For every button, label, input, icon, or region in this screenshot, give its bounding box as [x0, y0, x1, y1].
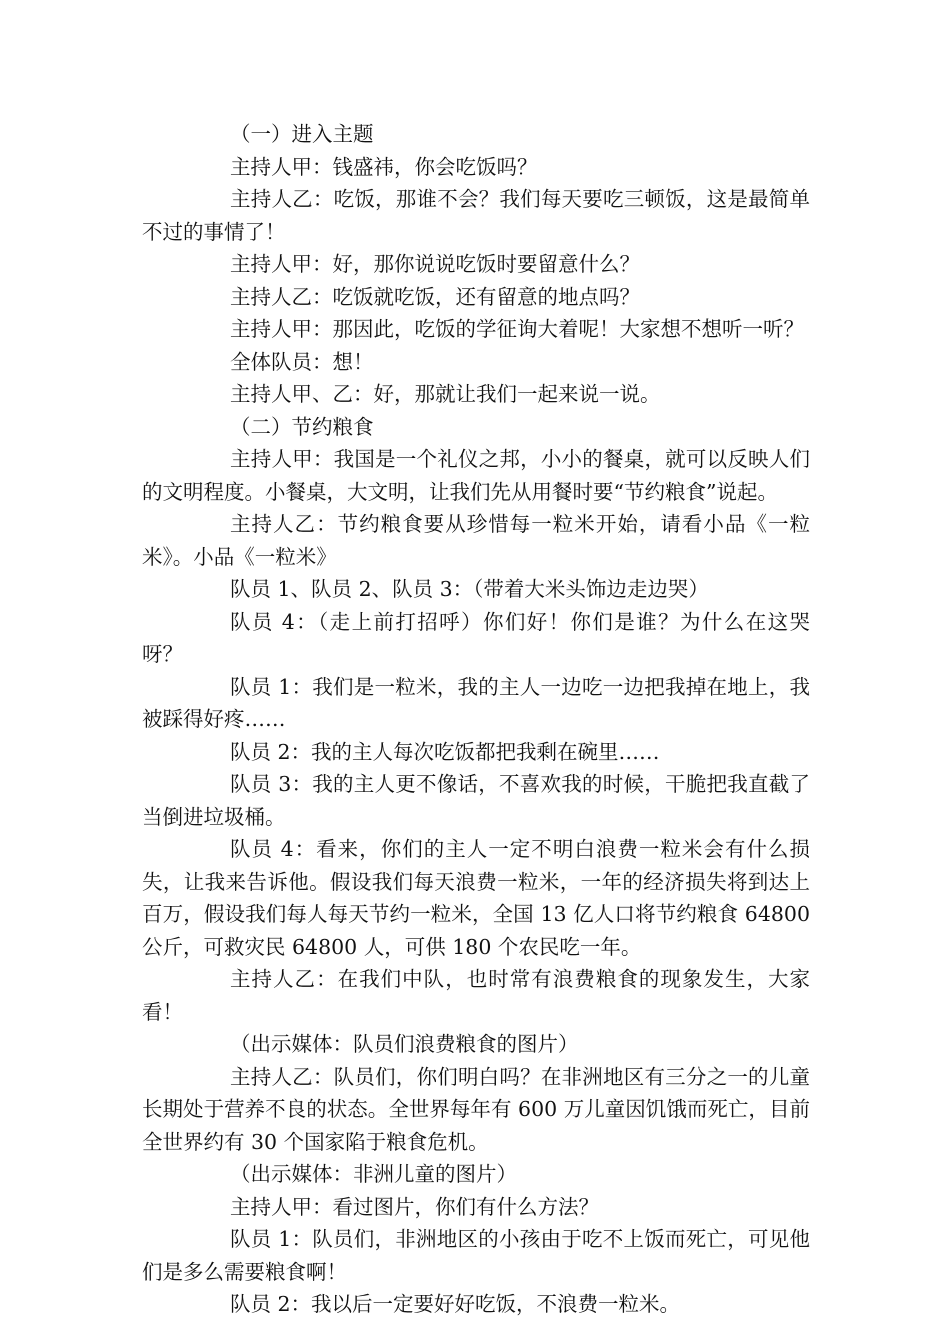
dialogue-line: 主持人乙：队员们，你们明白吗？在非洲地区有三分之一的儿童长期处于营养不良的状态。全世界每年有 600 万儿童因饥饿而死亡，目前全世界约有 30 个国家陷于粮食危机。 — [142, 1064, 810, 1154]
dialogue-line: 主持人甲：那因此，吃饭的学征询大着呢！大家想不想听一听？ — [230, 317, 804, 341]
stage-direction: （出示媒体：队员们浪费粮食的图片） — [230, 1032, 579, 1056]
dialogue-line: 队员 2：我以后一定要好好吃饭，不浪费一粒米。 — [230, 1292, 681, 1316]
dialogue-line: 主持人乙：节约粮食要从珍惜每一粒米开始，请看小品《一粒米》。小品《一粒米》 — [142, 512, 810, 569]
dialogue-line: 主持人甲：钱盛祎，你会吃饭吗？ — [230, 154, 538, 179]
dialogue-line: 队员 1：我们是一粒米，我的主人一边吃一边把我掉在地上，我被踩得好疼…… — [142, 674, 810, 731]
stage-direction: 队员 1、队员 2、队员 3：（带着大米头饰边走边哭） — [230, 577, 709, 601]
dialogue-line: 主持人甲：我国是一个礼仪之邦，小小的餐桌，就可以反映人们的文明程度。小餐桌，大文明，让我们先从用餐时要“节约粮食”说起。 — [142, 447, 810, 504]
dialogue-line: 主持人甲：好，那你说说吃饭时要留意什么？ — [230, 252, 640, 276]
section-heading: （一）进入主题 — [230, 122, 374, 146]
document-body — [142, 118, 810, 1321]
dialogue-line: 队员 1：队员们，非洲地区的小孩由于吃不上饭而死亡，可见他们是多么需要粮食啊！ — [142, 1227, 810, 1284]
dialogue-line: 主持人甲、乙：好，那就让我们一起来说一说。 — [230, 382, 661, 406]
dialogue-line: 队员 3：我的主人更不像话，不喜欢我的时候，干脆把我直截了当倒进垃圾桶。 — [142, 772, 810, 829]
dialogue-line: 队员 4：看来，你们的主人一定不明白浪费一粒米会有什么损失，让我来告诉他。假设我们每天浪费一粒米，一年的经济损失将到达上百万，假设我们每人每天节约一粒米，全国 13 亿人口将节约粮食 64800 公斤，可救灾民 64800 人，可供 180 个农民吃一年。 — [142, 837, 810, 959]
dialogue-line: 全体队员：想！ — [230, 349, 374, 374]
dialogue-line: 主持人乙：吃饭，那谁不会？我们每天要吃三顿饭，这是最简单不过的事情了！ — [142, 187, 810, 244]
stage-direction: （出示媒体：非洲儿童的图片） — [230, 1162, 517, 1186]
dialogue-line: 主持人甲：看过图片，你们有什么方法？ — [230, 1194, 599, 1219]
dialogue-line: 主持人乙：吃饭就吃饭，还有留意的地点吗？ — [230, 284, 640, 309]
section-heading: （二）节约粮食 — [230, 414, 374, 439]
dialogue-line: 主持人乙：在我们中队，也时常有浪费粮食的现象发生，大家看！ — [142, 967, 810, 1024]
dialogue-line: 队员 2：我的主人每次吃饭都把我剩在碗里…… — [230, 739, 660, 764]
dialogue-line: 队员 4：（走上前打招呼）你们好！你们是谁？为什么在这哭呀？ — [142, 609, 810, 666]
